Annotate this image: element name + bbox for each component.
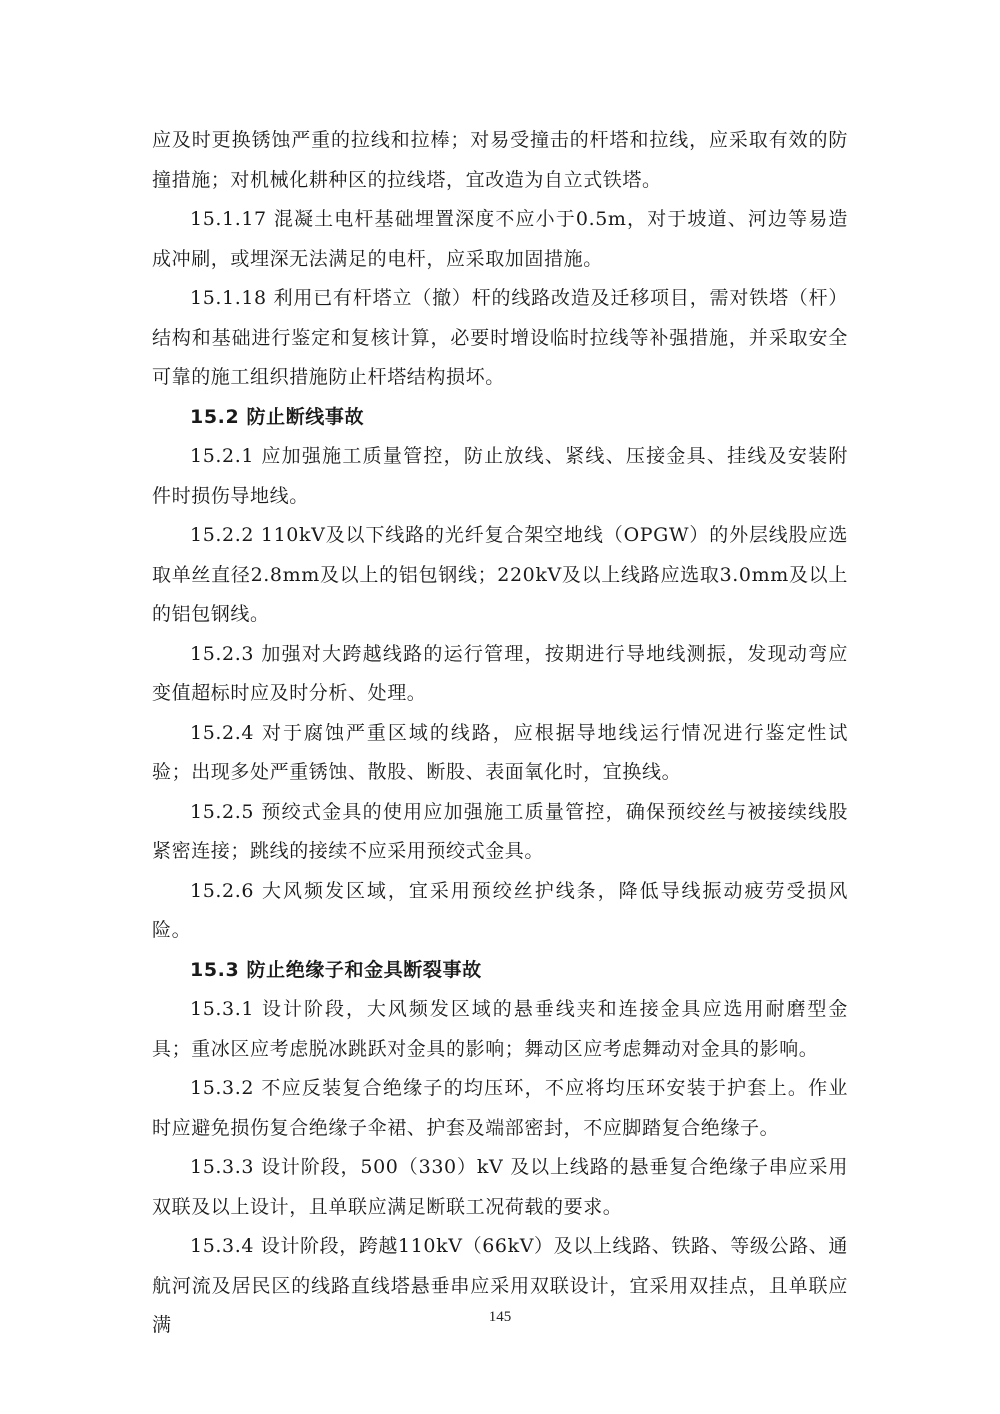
paragraph-15-2-4: 15.2.4 对于腐蚀严重区域的线路，应根据导地线运行情况进行鉴定性试验；出现多处严重锈蚀、散股、断股、表面氧化时，宜换线。 [152, 721, 848, 783]
paragraph-15-1-18: 15.1.18 利用已有杆塔立（撤）杆的线路改造及迁移项目，需对铁塔（杆）结构和基础进行鉴定和复核计算，必要时增设临时拉线等补强措施，并采取安全可靠的施工组织措施防止杆塔结构损坏。 [152, 287, 848, 388]
paragraph-continuation: 应及时更换锈蚀严重的拉线和拉棒；对易受撞击的杆塔和拉线，应采取有效的防撞措施；对机械化耕种区的拉线塔，宜改造为自立式铁塔。 [152, 129, 848, 191]
paragraph-15-3-1: 15.3.1 设计阶段，大风频发区域的悬垂线夹和连接金具应选用耐磨型金具；重冰区应考虑脱冰跳跃对金具的影响；舞动区应考虑舞动对金具的影响。 [152, 998, 848, 1060]
paragraph-15-3-3: 15.3.3 设计阶段，500（330）kV 及以上线路的悬垂复合绝缘子串应采用双联及以上设计，且单联应满足断联工况荷载的要求。 [152, 1156, 848, 1218]
paragraph-15-1-17: 15.1.17 混凝土电杆基础埋置深度不应小于0.5m，对于坡道、河边等易造成冲刷，或埋深无法满足的电杆，应采取加固措施。 [152, 208, 848, 270]
paragraph-15-2-1: 15.2.1 应加强施工质量管控，防止放线、紧线、压接金具、挂线及安装附件时损伤导地线。 [152, 445, 848, 507]
paragraph-15-3-2: 15.3.2 不应反装复合绝缘子的均压环，不应将均压环安装于护套上。作业时应避免损伤复合绝缘子伞裙、护套及端部密封，不应脚踏复合绝缘子。 [152, 1077, 848, 1139]
paragraph-15-2-5: 15.2.5 预绞式金具的使用应加强施工质量管控，确保预绞丝与被接续线股紧密连接；跳线的接续不应采用预绞式金具。 [152, 800, 848, 862]
section-heading-15-3: 15.3 防止绝缘子和金具断裂事故 [190, 958, 482, 981]
page-number: 145 [488, 1309, 512, 1325]
page-body [152, 121, 848, 1346]
paragraph-15-2-3: 15.2.3 加强对大跨越线路的运行管理，按期进行导地线测振，发现动弯应变值超标时应及时分析、处理。 [152, 642, 848, 704]
paragraph-15-2-2: 15.2.2 110kV及以下线路的光纤复合架空地线（OPGW）的外层线股应选取单丝直径2.8mm及以上的铝包钢线；220kV及以上线路应选取3.0mm及以上的铝包钢线。 [152, 524, 848, 625]
paragraph-15-3-4: 15.3.4 设计阶段，跨越110kV（66kV）及以上线路、铁路、等级公路、通航河流及居民区的线路直线塔悬垂串应采用双联设计，宜采用双挂点，且单联应满 [152, 1235, 848, 1336]
section-heading-15-2: 15.2 防止断线事故 [190, 405, 365, 428]
paragraph-15-2-6: 15.2.6 大风频发区域，宜采用预绞丝护线条，降低导线振动疲劳受损风险。 [152, 879, 848, 941]
